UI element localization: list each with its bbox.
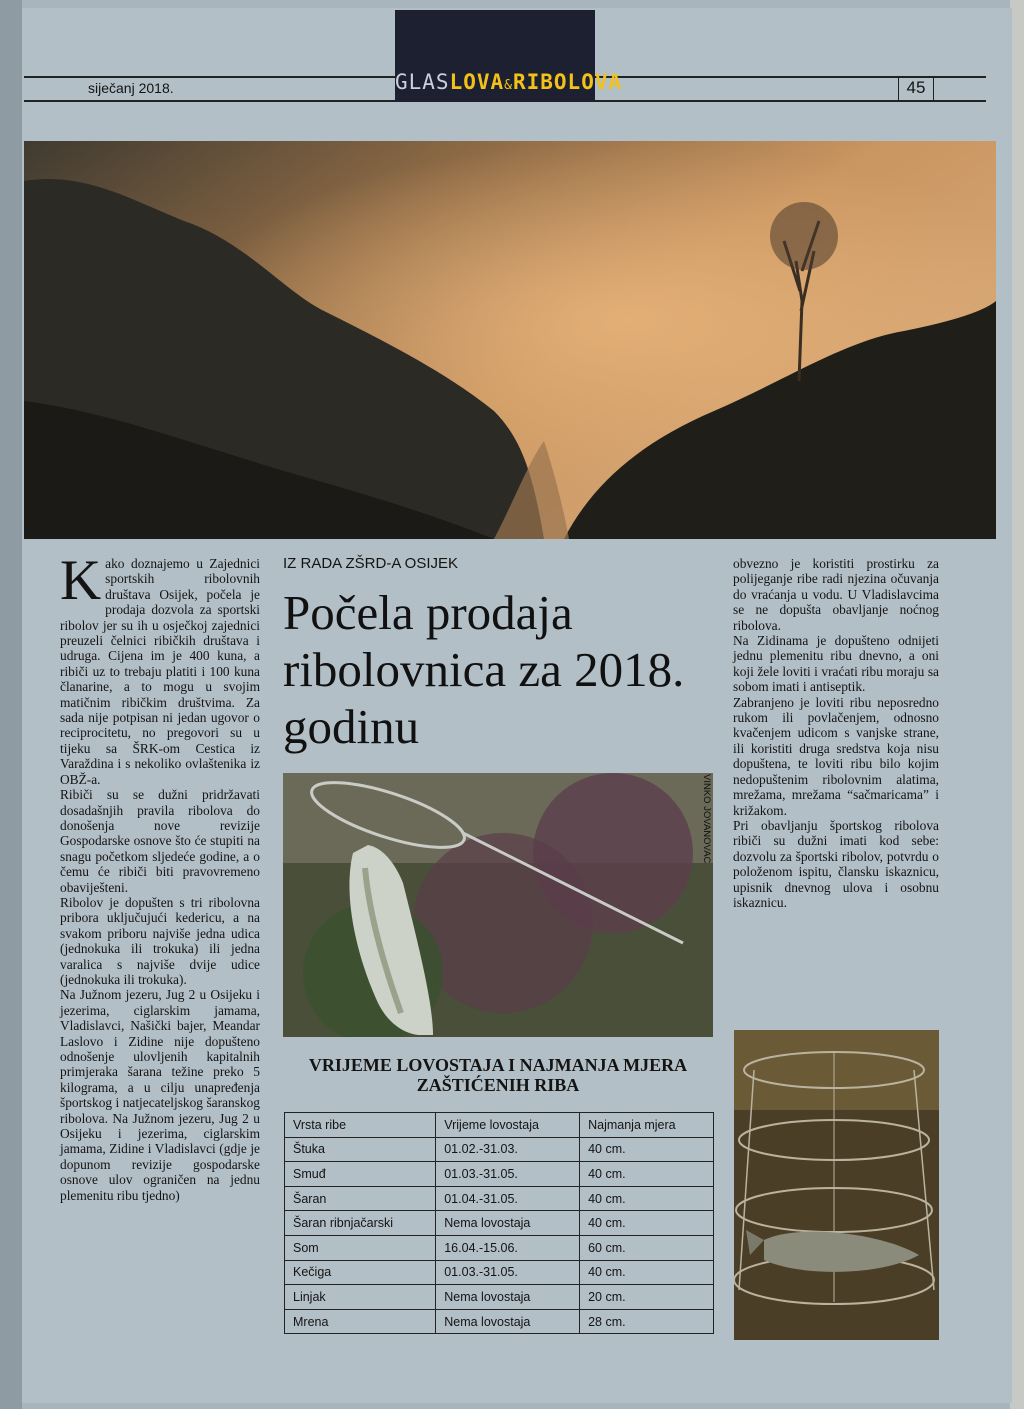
table-cell: 20 cm.	[580, 1285, 714, 1310]
article-headline: Počela prodaja ribolovnica za 2018. godinu	[283, 585, 685, 754]
page-edge	[0, 0, 22, 1409]
table-cell: 60 cm.	[580, 1235, 714, 1260]
pike-landing-net-photo	[283, 773, 713, 1037]
table-cell: 40 cm.	[580, 1137, 714, 1162]
table-row	[285, 1162, 714, 1187]
article-paragraph: ako doznajemo u Zajednici sportskih ribolovnih društava Osijek, počela je prodaja dozvola za sportski ribolov jer su ih u osječkoj zajednici preuzeli čelnici ribičkih društava i udruga. Cijena im je 400 kuna, a ribiči uz to trebaju platiti i 100 kuna članarine, a to mogu u svojim matičnim ribičkim društvima. Za sada nije potpisan ni jedan ugovor o reciprocitetu, no pregovori su u tijeku sa ŠRK-om Cestica iz Varaždina i s nekoliko ovlaštenika iz OBŽ-a.	[60, 556, 260, 787]
table-cell: 16.04.-15.06.	[436, 1235, 580, 1260]
hero-photo-misty-river	[24, 141, 996, 539]
table-cell: 01.03.-31.05.	[436, 1260, 580, 1285]
masthead-title	[395, 70, 623, 94]
article-paragraph: Zabranjeno je loviti ribu neposredno rukom ili povlačenjem, odnosno kvačenjem udicom s vanjske strane, ili koristiti druga sredstva koja nisu dopuštena, te loviti ribu bilo kojim nedopuštenim ribolovnim alatima, mrežama, mrežama “sačmaricama” i križakom.	[733, 694, 939, 818]
table-cell: Šaran ribnjačarski	[285, 1211, 436, 1236]
masthead-word-lova: LOVA	[449, 70, 505, 94]
issue-date: siječanj 2018.	[88, 80, 174, 96]
column-header: Vrsta ribe	[285, 1113, 436, 1138]
article-column-1	[60, 549, 260, 1203]
header-rule	[24, 76, 396, 78]
table-row	[285, 1260, 714, 1285]
page-number: 45	[898, 76, 934, 100]
table-cell: 01.02.-31.03.	[436, 1137, 580, 1162]
header-rule	[24, 100, 396, 102]
table-cell: 28 cm.	[580, 1309, 714, 1334]
table-header-row	[285, 1113, 714, 1138]
table-cell: Mrena	[285, 1309, 436, 1334]
masthead-word-ribolova: RIBOLOVA	[512, 70, 623, 94]
table-cell: Nema lovostaja	[436, 1211, 580, 1236]
photo-credit-text: VINKO JOVANOVAC	[701, 774, 712, 864]
table-cell: Linjak	[285, 1285, 436, 1310]
table-cell: Nema lovostaja	[436, 1309, 580, 1334]
header-rule	[594, 100, 986, 102]
masthead-ampersand: &	[504, 78, 513, 93]
table-row	[285, 1285, 714, 1310]
table-row	[285, 1137, 714, 1162]
table-cell: 40 cm.	[580, 1260, 714, 1285]
closed-season-table	[284, 1112, 714, 1334]
article-column-3	[733, 556, 939, 910]
table-cell: 40 cm.	[580, 1162, 714, 1187]
drop-cap: K	[60, 549, 102, 612]
article-paragraph: Ribolov je dopušten s tri ribolovna pribora uključujući kedericu, a na svakom priboru najviše jedna udica (jednokuka ili trokuka) ili jedna varalica s najviše dvije udice (jednokuka ili trokuka).	[60, 894, 260, 987]
table-title: VRIJEME LOVOSTAJA I NAJMANJA MJERA ZAŠTIĆENIH RIBA	[308, 1055, 688, 1095]
table-cell: 40 cm.	[580, 1211, 714, 1236]
table-cell: 01.04.-31.05.	[436, 1186, 580, 1211]
table-row	[285, 1309, 714, 1334]
page-edge-right	[1010, 0, 1024, 1409]
table-cell: Kečiga	[285, 1260, 436, 1285]
article-kicker: IZ RADA ZŠRD-A OSIJEK	[283, 555, 459, 572]
column-header: Najmanja mjera	[580, 1113, 714, 1138]
table-row	[285, 1235, 714, 1260]
masthead-word-glas: GLAS	[395, 70, 450, 94]
article-paragraph: Na Zidinama je dopušteno odnijeti jednu plemenitu ribu dnevno, a oni koji žele loviti i vraćati ribu moraju sa sobom imati i antiseptik.	[733, 633, 939, 695]
table-row	[285, 1186, 714, 1211]
table-row	[285, 1211, 714, 1236]
article-paragraph: Ribiči su se dužni pridržavati dosadašnjih pravila ribolova do donošenja nove revizije Gospodarske osnove što će stupiti na snagu početkom sljedeće godine, a o čemu će ribiči biti pravovremeno obaviješteni.	[60, 787, 260, 895]
article-paragraph: Na Južnom jezeru, Jug 2 u Osijeku i jezerima, ciglarskim jamama, Vladislavci, Našički bajer, Meandar Laslovo i Zidine nije dopušteno odnošenje ulovljenih kapitalnih primjeraka šarana težine preko 5 kilograma, a u cilju unapređenja športskog i natjecateljskog šaranskog ribolova. Na Južnom jezeru, Jug 2 u Osijeku i jezerima, ciglarskim jamama, Zidine i Vladislavci (gdje je dopunom revizije gospodarske osnove ulov ograničen na jednu plemenitu ribu tjedno)	[60, 987, 260, 1203]
keepnet-carp-photo	[734, 1030, 939, 1340]
masthead-logo	[395, 10, 623, 102]
table-cell: Smuđ	[285, 1162, 436, 1187]
table-cell: Štuka	[285, 1137, 436, 1162]
table-cell: Nema lovostaja	[436, 1285, 580, 1310]
table-cell: Som	[285, 1235, 436, 1260]
table-cell: 40 cm.	[580, 1186, 714, 1211]
article-paragraph: obvezno je koristiti prostirku za polijeganje ribe radi njezina očuvanja do vraćanja u vodu. U Vladislavcima se ne dopušta obavljanje noćnog ribolova.	[733, 556, 939, 633]
article-paragraph: Pri obavljanju športskog ribolova ribiči su dužni imati kod sebe: dozvolu za športski ribolov, potvrdu o položenom ispitu, člansku iskaznicu, upisnik dnevnog ulova i osobnu iskaznicu.	[733, 817, 939, 910]
table-cell: Šaran	[285, 1186, 436, 1211]
photo-credit	[697, 774, 713, 874]
table-cell: 01.03.-31.05.	[436, 1162, 580, 1187]
column-header: Vrijeme lovostaja	[436, 1113, 580, 1138]
